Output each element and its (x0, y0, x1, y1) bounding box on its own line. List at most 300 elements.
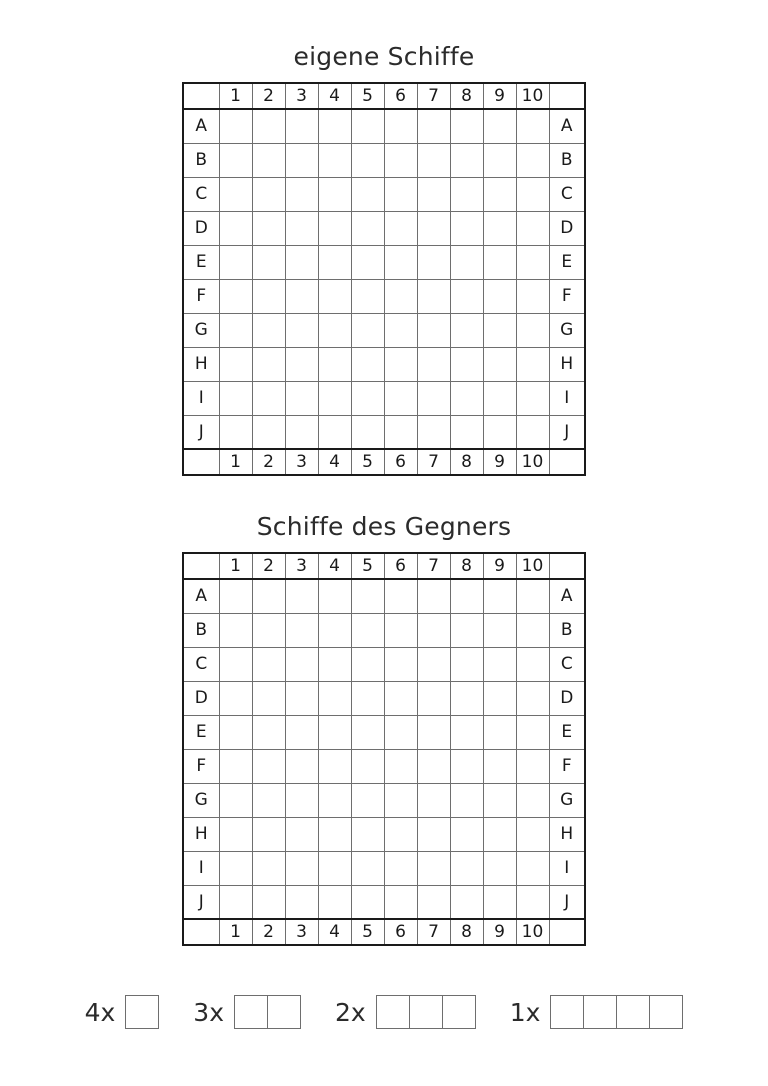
grid-cell[interactable] (285, 381, 318, 415)
grid-row-label-left: H (183, 817, 219, 851)
grid-row (183, 143, 585, 177)
grid-row (183, 885, 585, 919)
grid-cell[interactable] (417, 817, 450, 851)
grid-cell[interactable] (219, 783, 252, 817)
grid-cell[interactable] (417, 313, 450, 347)
grid-cell[interactable] (417, 749, 450, 783)
grid-column-label: 4 (318, 83, 351, 109)
grid-cell[interactable] (384, 177, 417, 211)
grid-cell[interactable] (450, 613, 483, 647)
grid-cell[interactable] (318, 579, 351, 613)
grid-column-label: 9 (483, 449, 516, 475)
grid-cell[interactable] (384, 817, 417, 851)
grid-column-label: 8 (450, 449, 483, 475)
board-own-ships-grid-wrap (0, 82, 768, 476)
grid-row-label-right: H (549, 347, 585, 381)
grid-cell[interactable] (483, 279, 516, 313)
grid-row-label-left: J (183, 885, 219, 919)
grid-cell[interactable] (351, 579, 384, 613)
grid-cell[interactable] (417, 415, 450, 449)
ship-legend-item (335, 995, 476, 1029)
grid-corner (183, 449, 219, 475)
grid-cell[interactable] (351, 613, 384, 647)
grid-cell[interactable] (219, 415, 252, 449)
grid-cell[interactable] (252, 245, 285, 279)
grid-cell[interactable] (483, 245, 516, 279)
grid-cell[interactable] (417, 381, 450, 415)
grid-cell[interactable] (285, 177, 318, 211)
grid-row (183, 415, 585, 449)
grid-cell[interactable] (252, 613, 285, 647)
grid-cell[interactable] (384, 279, 417, 313)
grid-cell[interactable] (450, 681, 483, 715)
grid-cell[interactable] (219, 143, 252, 177)
ship-segment (616, 995, 650, 1029)
grid-cell[interactable] (351, 347, 384, 381)
grid-cell[interactable] (516, 613, 549, 647)
grid-cell[interactable] (219, 245, 252, 279)
grid-cell[interactable] (483, 211, 516, 245)
grid-cell[interactable] (483, 415, 516, 449)
grid-enemy-ships[interactable] (182, 552, 586, 946)
grid-cell[interactable] (285, 279, 318, 313)
grid-cell[interactable] (516, 783, 549, 817)
grid-cell[interactable] (318, 885, 351, 919)
grid-cell[interactable] (252, 177, 285, 211)
grid-column-label: 4 (318, 919, 351, 945)
grid-row-label-left: C (183, 177, 219, 211)
grid-cell[interactable] (483, 715, 516, 749)
grid-cell[interactable] (219, 347, 252, 381)
grid-column-header-row (183, 553, 585, 579)
grid-cell[interactable] (318, 143, 351, 177)
grid-cell[interactable] (318, 415, 351, 449)
grid-cell[interactable] (285, 681, 318, 715)
grid-cell[interactable] (219, 177, 252, 211)
grid-cell[interactable] (285, 579, 318, 613)
grid-cell[interactable] (351, 109, 384, 143)
grid-column-label: 6 (384, 449, 417, 475)
grid-column-label: 3 (285, 449, 318, 475)
grid-column-label: 10 (516, 83, 549, 109)
grid-cell[interactable] (450, 143, 483, 177)
grid-cell[interactable] (219, 647, 252, 681)
grid-cell[interactable] (318, 715, 351, 749)
grid-cell[interactable] (516, 851, 549, 885)
grid-cell[interactable] (483, 749, 516, 783)
grid-cell[interactable] (318, 313, 351, 347)
grid-cell[interactable] (351, 313, 384, 347)
grid-cell[interactable] (483, 579, 516, 613)
grid-cell[interactable] (384, 143, 417, 177)
grid-row-label-right: A (549, 109, 585, 143)
grid-column-label: 8 (450, 83, 483, 109)
grid-column-label: 10 (516, 449, 549, 475)
grid-cell[interactable] (285, 851, 318, 885)
grid-cell[interactable] (417, 579, 450, 613)
grid-cell[interactable] (450, 885, 483, 919)
grid-column-header-row (183, 919, 585, 945)
grid-cell[interactable] (252, 347, 285, 381)
grid-column-label: 4 (318, 449, 351, 475)
ship-count-label: 2x (335, 997, 366, 1027)
grid-cell[interactable] (450, 749, 483, 783)
grid-cell[interactable] (483, 381, 516, 415)
grid-cell[interactable] (285, 143, 318, 177)
grid-cell[interactable] (351, 681, 384, 715)
ship-count-label: 4x (84, 997, 116, 1027)
grid-corner (183, 919, 219, 945)
grid-cell[interactable] (219, 313, 252, 347)
ship-legend-item (510, 995, 684, 1029)
grid-cell[interactable] (450, 211, 483, 245)
grid-cell[interactable] (516, 647, 549, 681)
grid-column-label: 2 (252, 553, 285, 579)
grid-cell[interactable] (417, 647, 450, 681)
grid-cell[interactable] (219, 211, 252, 245)
grid-column-label: 5 (351, 449, 384, 475)
grid-cell[interactable] (417, 211, 450, 245)
grid-row (183, 851, 585, 885)
grid-cell[interactable] (252, 681, 285, 715)
grid-cell[interactable] (351, 817, 384, 851)
grid-cell[interactable] (450, 817, 483, 851)
grid-cell[interactable] (285, 245, 318, 279)
grid-cell[interactable] (483, 851, 516, 885)
grid-column-label: 2 (252, 83, 285, 109)
grid-cell[interactable] (450, 347, 483, 381)
grid-cell[interactable] (384, 783, 417, 817)
grid-column-label: 2 (252, 449, 285, 475)
grid-row-label-right: I (549, 851, 585, 885)
grid-cell[interactable] (285, 715, 318, 749)
grid-cell[interactable] (252, 109, 285, 143)
grid-cell[interactable] (417, 851, 450, 885)
grid-cell[interactable] (351, 783, 384, 817)
grid-cell[interactable] (252, 211, 285, 245)
grid-cell[interactable] (351, 245, 384, 279)
grid-cell[interactable] (252, 851, 285, 885)
grid-cell[interactable] (516, 279, 549, 313)
grid-column-label: 1 (219, 553, 252, 579)
grid-cell[interactable] (252, 381, 285, 415)
grid-cell[interactable] (483, 885, 516, 919)
grid-cell[interactable] (384, 211, 417, 245)
grid-column-label: 6 (384, 553, 417, 579)
grid-corner (549, 83, 585, 109)
grid-cell[interactable] (318, 851, 351, 885)
grid-cell[interactable] (384, 347, 417, 381)
grid-cell[interactable] (219, 715, 252, 749)
grid-cell[interactable] (252, 313, 285, 347)
grid-cell[interactable] (219, 579, 252, 613)
grid-row-label-left: D (183, 211, 219, 245)
grid-cell[interactable] (318, 347, 351, 381)
grid-cell[interactable] (318, 647, 351, 681)
grid-cell[interactable] (351, 415, 384, 449)
grid-cell[interactable] (450, 647, 483, 681)
grid-cell[interactable] (417, 245, 450, 279)
grid-cell[interactable] (483, 817, 516, 851)
ship-segment (409, 995, 443, 1029)
board-enemy-ships-grid-wrap (0, 552, 768, 946)
grid-cell[interactable] (450, 415, 483, 449)
grid-cell[interactable] (318, 613, 351, 647)
grid-cell[interactable] (219, 885, 252, 919)
grid-cell[interactable] (351, 279, 384, 313)
grid-cell[interactable] (417, 885, 450, 919)
grid-cell[interactable] (516, 177, 549, 211)
grid-cell[interactable] (219, 681, 252, 715)
ship-segment (649, 995, 683, 1029)
grid-cell[interactable] (384, 381, 417, 415)
grid-cell[interactable] (483, 681, 516, 715)
grid-cell[interactable] (450, 109, 483, 143)
grid-corner (549, 449, 585, 475)
grid-cell[interactable] (417, 613, 450, 647)
grid-cell[interactable] (252, 647, 285, 681)
grid-cell[interactable] (318, 245, 351, 279)
grid-row-label-left: D (183, 681, 219, 715)
ship-outline (550, 995, 683, 1029)
grid-column-label: 7 (417, 449, 450, 475)
grid-cell[interactable] (450, 381, 483, 415)
board-enemy-ships (0, 512, 768, 946)
grid-column-label: 5 (351, 919, 384, 945)
grid-cell[interactable] (516, 381, 549, 415)
grid-cell[interactable] (252, 415, 285, 449)
grid-row (183, 647, 585, 681)
ship-segment (583, 995, 617, 1029)
grid-cell[interactable] (516, 313, 549, 347)
grid-cell[interactable] (318, 783, 351, 817)
grid-cell[interactable] (285, 783, 318, 817)
grid-cell[interactable] (351, 647, 384, 681)
grid-cell[interactable] (483, 109, 516, 143)
grid-cell[interactable] (318, 279, 351, 313)
grid-cell[interactable] (318, 817, 351, 851)
grid-column-label: 7 (417, 83, 450, 109)
grid-cell[interactable] (318, 109, 351, 143)
grid-cell[interactable] (483, 347, 516, 381)
grid-cell[interactable] (516, 579, 549, 613)
grid-cell[interactable] (384, 647, 417, 681)
grid-cell[interactable] (450, 579, 483, 613)
grid-cell[interactable] (483, 613, 516, 647)
grid-row-label-left: I (183, 381, 219, 415)
grid-row-label-left: F (183, 749, 219, 783)
grid-column-label: 1 (219, 449, 252, 475)
grid-cell[interactable] (450, 279, 483, 313)
ship-outline (234, 995, 301, 1029)
grid-corner (549, 919, 585, 945)
grid-cell[interactable] (219, 851, 252, 885)
grid-column-label: 5 (351, 83, 384, 109)
grid-cell[interactable] (417, 681, 450, 715)
grid-row (183, 715, 585, 749)
ship-segment (442, 995, 476, 1029)
grid-cell[interactable] (516, 681, 549, 715)
grid-cell[interactable] (318, 681, 351, 715)
grid-corner (183, 83, 219, 109)
grid-cell[interactable] (450, 177, 483, 211)
grid-row-label-left: I (183, 851, 219, 885)
grid-cell[interactable] (318, 749, 351, 783)
grid-cell[interactable] (384, 579, 417, 613)
grid-cell[interactable] (483, 177, 516, 211)
grid-row-label-right: E (549, 245, 585, 279)
grid-cell[interactable] (252, 885, 285, 919)
grid-row-label-right: C (549, 177, 585, 211)
grid-column-label: 5 (351, 553, 384, 579)
ship-segment (376, 995, 410, 1029)
grid-cell[interactable] (516, 143, 549, 177)
grid-row-label-left: F (183, 279, 219, 313)
grid-cell[interactable] (516, 415, 549, 449)
grid-cell[interactable] (252, 783, 285, 817)
grid-row-label-right: J (549, 885, 585, 919)
grid-cell[interactable] (516, 211, 549, 245)
board-enemy-ships-title: Schiffe des Gegners (256, 512, 512, 541)
grid-row (183, 381, 585, 415)
grid-row (183, 109, 585, 143)
grid-row (183, 279, 585, 313)
grid-cell[interactable] (417, 177, 450, 211)
grid-cell[interactable] (351, 749, 384, 783)
grid-cell[interactable] (417, 143, 450, 177)
grid-row-label-left: E (183, 715, 219, 749)
grid-cell[interactable] (252, 579, 285, 613)
grid-cell[interactable] (351, 851, 384, 885)
grid-cell[interactable] (351, 381, 384, 415)
grid-row-label-right: F (549, 749, 585, 783)
grid-cell[interactable] (516, 817, 549, 851)
grid-cell[interactable] (318, 381, 351, 415)
grid-row-label-left: B (183, 143, 219, 177)
grid-row-label-right: E (549, 715, 585, 749)
grid-row-label-right: B (549, 143, 585, 177)
grid-cell[interactable] (384, 245, 417, 279)
grid-cell[interactable] (384, 885, 417, 919)
grid-cell[interactable] (450, 245, 483, 279)
grid-row (183, 211, 585, 245)
grid-cell[interactable] (450, 783, 483, 817)
grid-cell[interactable] (351, 885, 384, 919)
grid-row-label-right: A (549, 579, 585, 613)
grid-cell[interactable] (219, 817, 252, 851)
grid-cell[interactable] (252, 279, 285, 313)
grid-cell[interactable] (483, 143, 516, 177)
grid-cell[interactable] (285, 415, 318, 449)
grid-cell[interactable] (450, 715, 483, 749)
grid-cell[interactable] (516, 885, 549, 919)
grid-cell[interactable] (516, 715, 549, 749)
grid-cell[interactable] (351, 211, 384, 245)
grid-cell[interactable] (516, 347, 549, 381)
grid-column-label: 3 (285, 919, 318, 945)
grid-cell[interactable] (219, 381, 252, 415)
grid-cell[interactable] (285, 885, 318, 919)
grid-row-label-left: H (183, 347, 219, 381)
ship-legend-item (193, 995, 301, 1029)
grid-cell[interactable] (219, 109, 252, 143)
grid-cell[interactable] (450, 313, 483, 347)
grid-cell[interactable] (384, 749, 417, 783)
grid-cell[interactable] (318, 211, 351, 245)
grid-row (183, 245, 585, 279)
grid-row (183, 579, 585, 613)
grid-column-label: 6 (384, 83, 417, 109)
grid-cell[interactable] (351, 715, 384, 749)
grid-cell[interactable] (351, 177, 384, 211)
grid-cell[interactable] (219, 613, 252, 647)
grid-column-label: 9 (483, 919, 516, 945)
grid-cell[interactable] (450, 851, 483, 885)
grid-cell[interactable] (516, 749, 549, 783)
grid-column-label: 7 (417, 553, 450, 579)
grid-cell[interactable] (384, 715, 417, 749)
grid-cell[interactable] (285, 109, 318, 143)
grid-own-ships[interactable] (182, 82, 586, 476)
grid-cell[interactable] (417, 279, 450, 313)
grid-column-label: 1 (219, 919, 252, 945)
grid-row (183, 313, 585, 347)
grid-cell[interactable] (384, 681, 417, 715)
grid-cell[interactable] (384, 109, 417, 143)
grid-cell[interactable] (285, 211, 318, 245)
grid-cell[interactable] (285, 313, 318, 347)
grid-cell[interactable] (417, 347, 450, 381)
grid-cell[interactable] (219, 279, 252, 313)
grid-column-label: 8 (450, 919, 483, 945)
grid-cell[interactable] (384, 313, 417, 347)
ship-count-label: 1x (509, 997, 541, 1027)
grid-cell[interactable] (384, 851, 417, 885)
grid-column-label: 9 (483, 553, 516, 579)
grid-cell[interactable] (384, 613, 417, 647)
grid-cell[interactable] (252, 749, 285, 783)
grid-cell[interactable] (417, 783, 450, 817)
grid-cell[interactable] (318, 177, 351, 211)
grid-cell[interactable] (516, 245, 549, 279)
grid-row-label-right: D (549, 681, 585, 715)
grid-cell[interactable] (417, 109, 450, 143)
grid-cell[interactable] (285, 749, 318, 783)
grid-cell[interactable] (351, 143, 384, 177)
grid-cell[interactable] (516, 109, 549, 143)
grid-row (183, 347, 585, 381)
grid-row (183, 681, 585, 715)
grid-row-label-right: C (549, 647, 585, 681)
grid-cell[interactable] (285, 613, 318, 647)
ship-legend-item (85, 995, 160, 1029)
grid-row-label-left: E (183, 245, 219, 279)
grid-cell[interactable] (285, 347, 318, 381)
ship-segment (267, 995, 301, 1029)
grid-cell[interactable] (384, 415, 417, 449)
grid-cell[interactable] (417, 715, 450, 749)
grid-cell[interactable] (285, 817, 318, 851)
grid-cell[interactable] (483, 783, 516, 817)
grid-cell[interactable] (219, 749, 252, 783)
grid-cell[interactable] (483, 313, 516, 347)
grid-cell[interactable] (252, 817, 285, 851)
grid-cell[interactable] (483, 647, 516, 681)
grid-cell[interactable] (252, 143, 285, 177)
grid-cell[interactable] (252, 715, 285, 749)
grid-cell[interactable] (285, 647, 318, 681)
grid-row (183, 177, 585, 211)
